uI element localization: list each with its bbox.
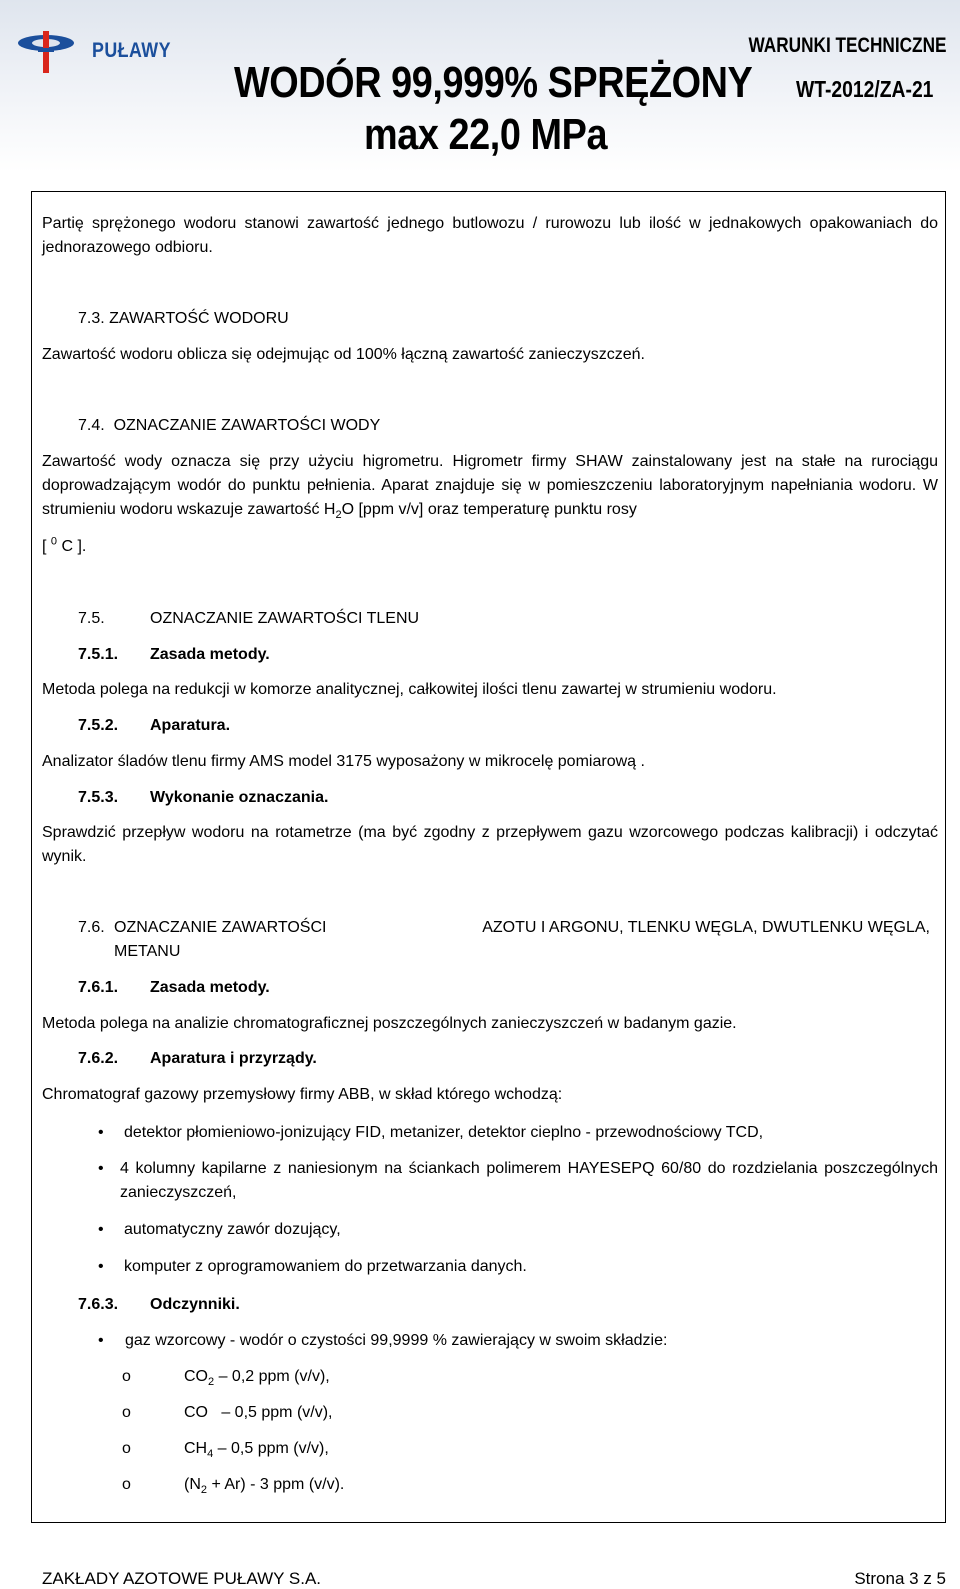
section-7-6-1-heading: 7.6.1. Zasada metody. [78,979,270,996]
document-header [0,0,960,172]
section-7-4-text: Zawartość wody oznacza się przy użyciu higrometru. Higrometr firmy SHAW zainstalowany jest na stałe na rurociągu doprowadzającym wodór do punktu pełnienia. Aparat znajduje się w pomieszczeniu laboratoryjnym napełniania wodoru. W strumieniu wodoru wskazuje zawartość $H_2O$ [ppm v/v] oraz temperaturę punktu rosy [42,453,938,522]
section-7-4-dew-point-unit: [ $^0$ C ]. [42,535,87,555]
section-7-5-3-heading: 7.5.3. Wykonanie oznaczania. [78,789,329,806]
circle-bullet-icon: o [122,1476,131,1493]
document-subtitle: max 22,0 MPa [364,110,608,159]
section-7-6-3-heading: 7.6.3. Odczynniki. [78,1296,240,1313]
section-7-4-heading [78,414,960,438]
section-title: OZNACZANIE ZAWARTOŚCI WODY [113,417,381,434]
section-7-6-2-text: Chromatograf gazowy przemysłowy firmy ABB, w skład którego wchodzą: [42,1086,563,1103]
section-7-6-2-heading: 7.6.2. Aparatura i przyrządy. [78,1050,317,1067]
bullet-icon: • [98,1258,104,1275]
bullet-icon: • [98,1160,104,1177]
circle-bullet-icon: o [122,1368,131,1385]
section-7-3-heading [78,307,960,331]
section-7-5-heading: 7.5. OZNACZANIE ZAWARTOŚCI TLENU [78,610,420,627]
doc-type-label: WARUNKI TECHNICZNE [747,34,946,57]
bullet-icon: • [98,1221,104,1238]
section-7-5-2-text: Analizator śladów tlenu firmy AMS model 3175 wyposażony w mikrocelę pomiarową . [42,753,645,770]
section-number: 7.4. [78,417,105,434]
section-7-6-1-text: Metoda polega na analizie chromatograficznej poszczególnych zanieczyszczeń w badanym gazie. [42,1015,737,1032]
list-item: • 4 kolumny kapilarne z naniesionym na ściankach polimerem HAYESEPQ 60/80 do rozdzielania poszczególnych zanieczyszczeń, [98,1157,938,1205]
doc-code: WT-2012/ZA-21 [796,76,934,102]
section-number: 7.3. [78,310,105,327]
logo-text: PUŁAWY [92,39,171,62]
section-7-5-1-text: Metoda polega na redukcji w komorze analitycznej, całkowitej ilości tlenu zawartej w strumieniu wodoru. [42,681,777,698]
company-logo [16,28,176,78]
footer-company: ZAKŁADY AZOTOWE PUŁAWY S.A. [42,1569,322,1588]
section-7-5-1-heading: 7.5.1. Zasada metody. [78,646,270,663]
section-7-3-text: Zawartość wodoru oblicza się odejmując od 100% łączną zawartość zanieczyszczeń. [42,346,645,363]
section-7-6-heading-cont: METANU [114,943,181,960]
logo-emblem-icon [16,28,80,74]
intro-paragraph: Partię sprężonego wodoru stanowi zawartość jednego butlowozu / rurowozu lub ilość w jednakowych opakowaniach do jednorazowego odbioru. [42,215,938,256]
bullet-icon: • [98,1124,104,1141]
bullet-icon: • [98,1332,104,1349]
section-7-6-heading: 7.6. OZNACZANIE ZAWARTOŚCI AZOTU I ARGONU, TLENKU WĘGLA, DWUTLENKU WĘGLA, [78,919,930,936]
circle-bullet-icon: o [122,1440,131,1457]
circle-bullet-icon: o [122,1404,131,1421]
section-title: ZAWARTOŚĆ WODORU [109,310,289,327]
document-title: WODÓR 99,999% SPRĘŻONY [234,58,753,107]
footer-page-number: Strona 3 z 5 [854,1569,946,1588]
section-7-5-2-heading: 7.5.2. Aparatura. [78,717,231,734]
section-7-5-3-text: Sprawdzić przepływ wodoru na rotametrze (ma być zgodny z przepływem gazu wzorcowego podczas kalibracji) i odczytać wynik. [42,824,938,865]
